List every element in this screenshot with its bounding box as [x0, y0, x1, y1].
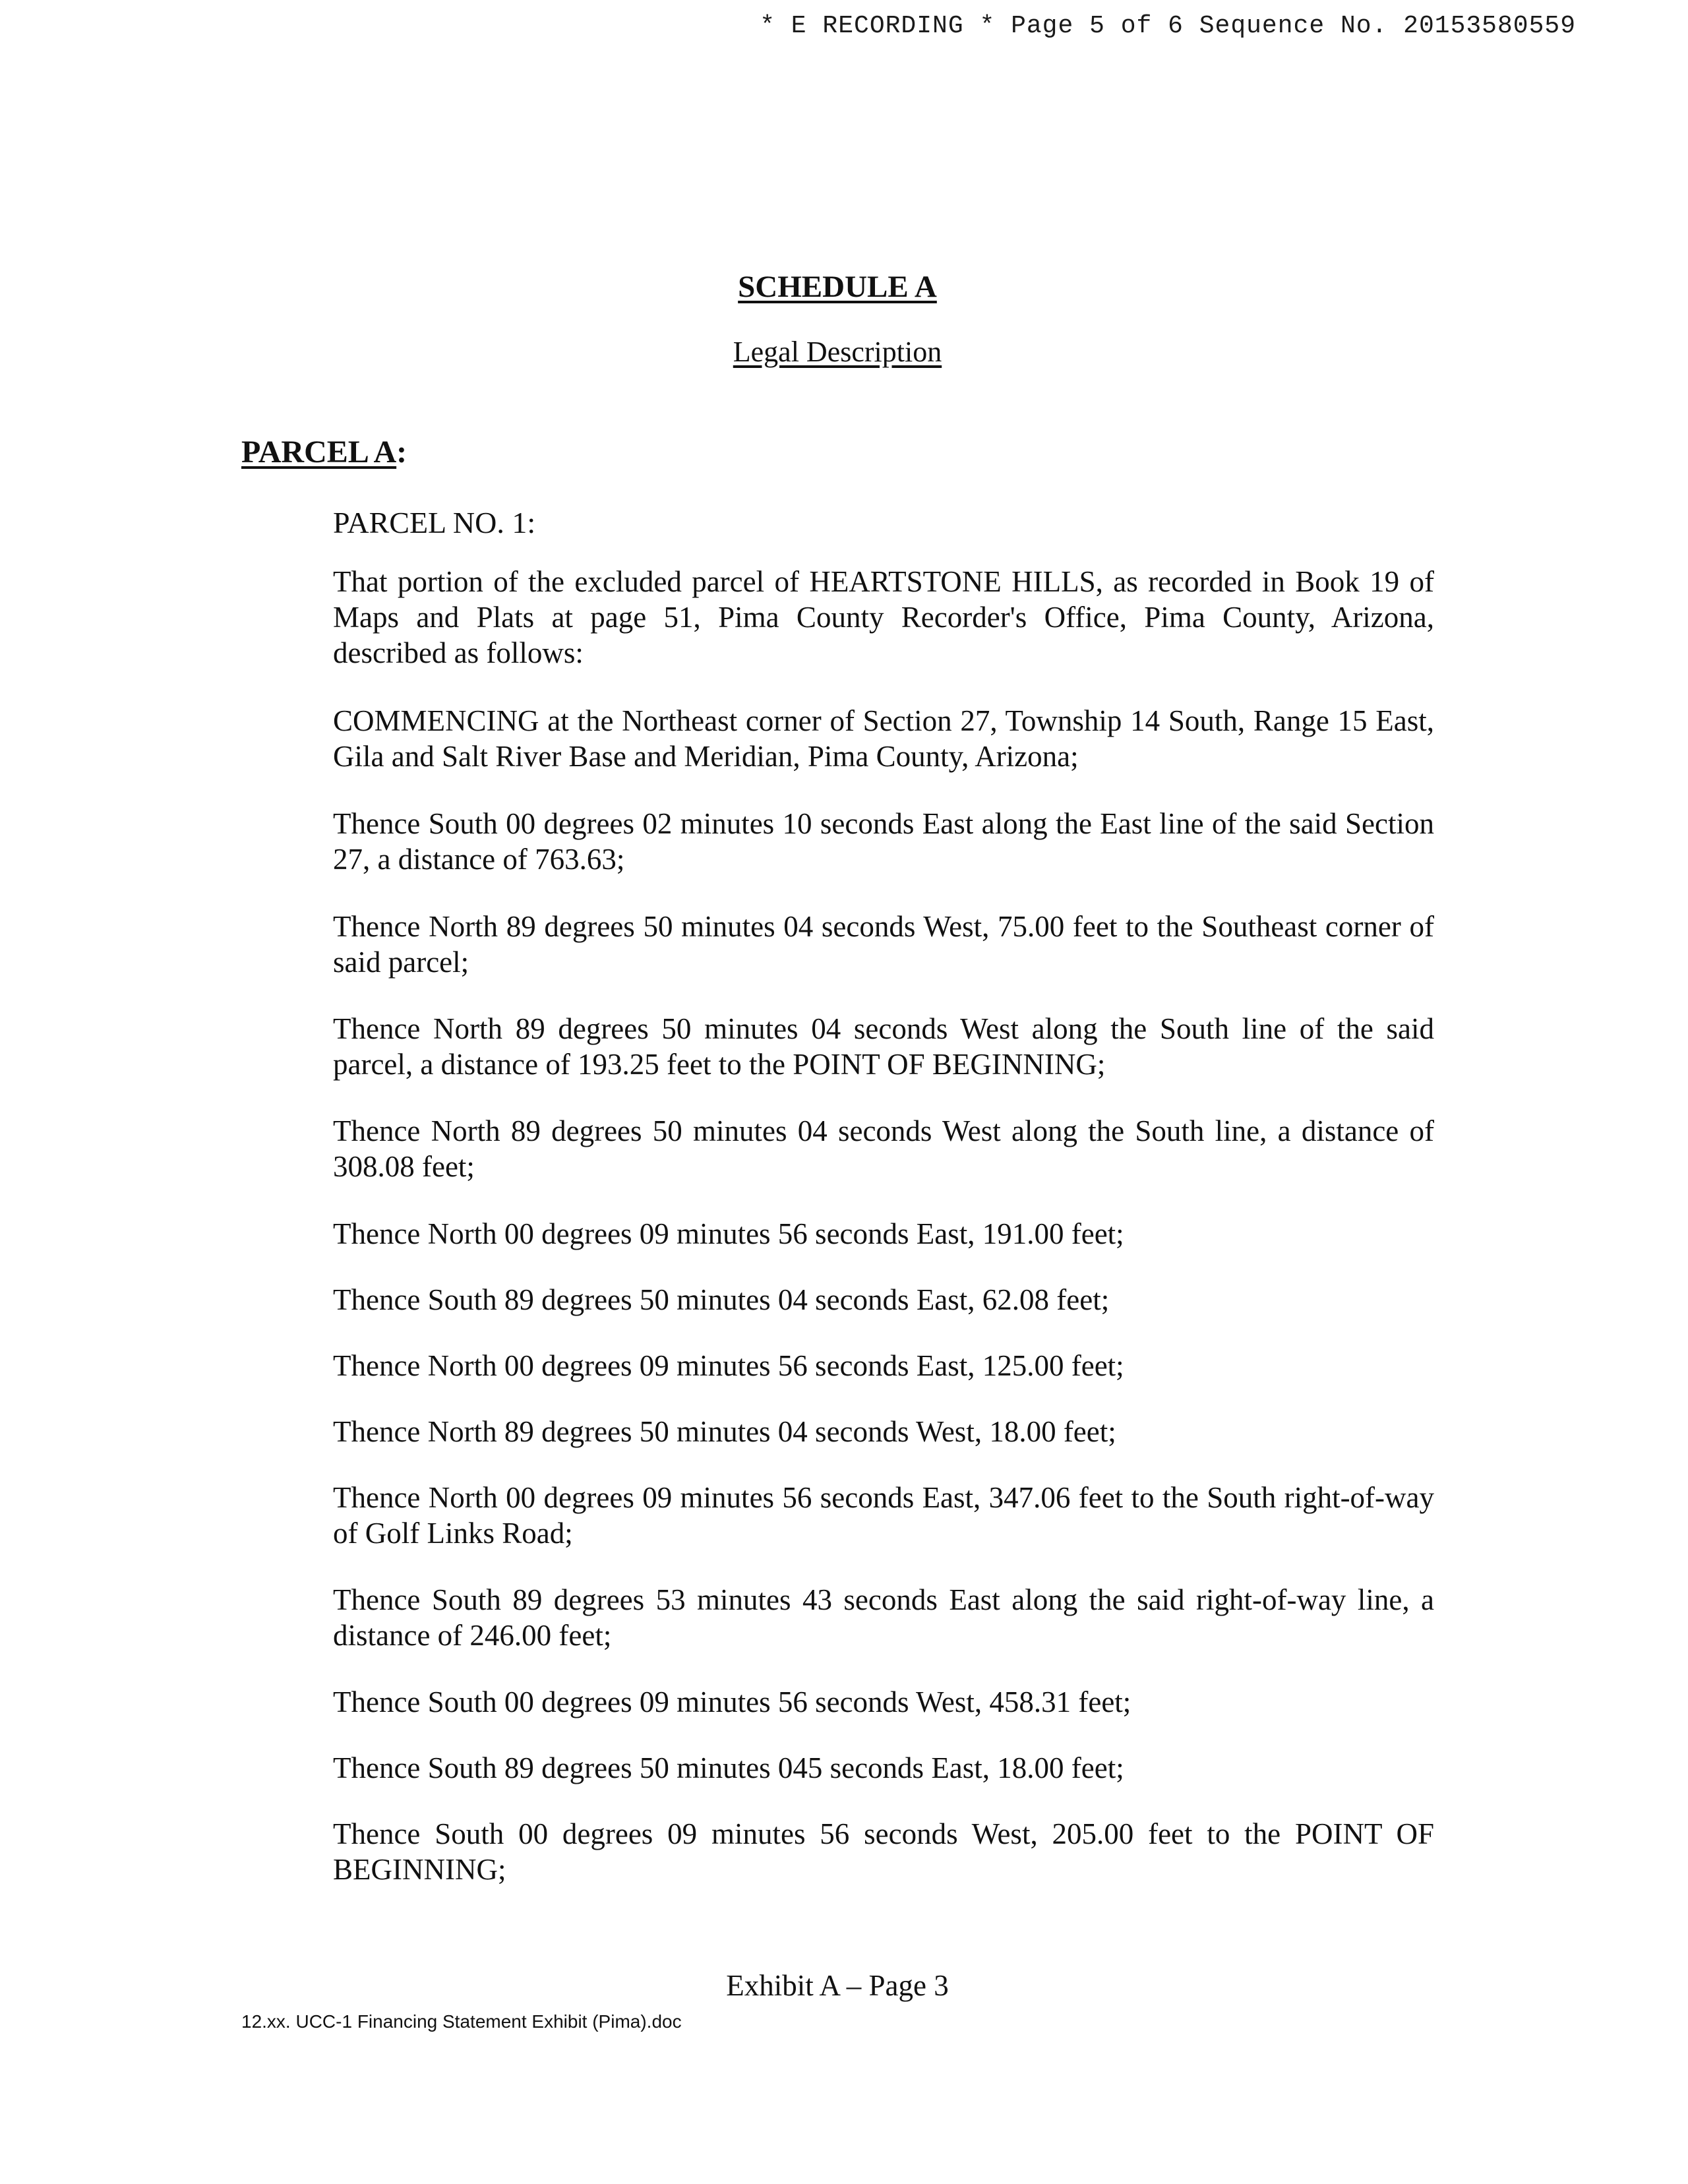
- description-paragraph: Thence South 89 degrees 53 minutes 43 seconds East along the said right-of-way line, a distance of 246.00 feet;: [333, 1583, 1434, 1652]
- description-paragraph: Thence South 00 degrees 09 minutes 56 seconds West, 458.31 feet;: [333, 1685, 1131, 1718]
- parcel-heading-colon: :: [396, 435, 407, 470]
- description-paragraph: Thence North 89 degrees 50 minutes 04 seconds West, 75.00 feet to the Southeast corner of said parcel;: [333, 910, 1434, 979]
- parcel-heading: [241, 434, 407, 470]
- description-paragraph: COMMENCING at the Northeast corner of Section 27, Township 14 South, Range 15 East, Gila and Salt River Base and Meridian, Pima County, Arizona;: [333, 704, 1434, 773]
- footer-file-name: 12.xx. UCC-1 Financing Statement Exhibit (Pima).doc: [241, 2011, 682, 2032]
- description-paragraph: That portion of the excluded parcel of HEARTSTONE HILLS, as recorded in Book 19 of Maps and Plats at page 51, Pima County Recorder's Office, Pima County, Arizona, described as follows:: [333, 565, 1434, 669]
- description-paragraph: Thence North 89 degrees 50 minutes 04 seconds West, 18.00 feet;: [333, 1415, 1116, 1448]
- parcel-heading-label: PARCEL A: [241, 435, 397, 470]
- description-paragraph: Thence North 89 degrees 50 minutes 04 seconds West along the South line, a distance of 308.08 feet;: [333, 1114, 1434, 1183]
- description-paragraph: Thence North 00 degrees 09 minutes 56 seconds East, 125.00 feet;: [333, 1349, 1124, 1382]
- description-paragraph: Thence North 89 degrees 50 minutes 04 seconds West along the South line of the said parcel, a distance of 193.25 feet to the POINT OF BEGINNING;: [333, 1012, 1434, 1081]
- description-paragraph: Thence North 00 degrees 09 minutes 56 seconds East, 347.06 feet to the South right-of-way of Golf Links Road;: [333, 1481, 1434, 1550]
- description-paragraph: Thence North 00 degrees 09 minutes 56 seconds East, 191.00 feet;: [333, 1217, 1124, 1250]
- description-paragraph: Thence South 89 degrees 50 minutes 045 seconds East, 18.00 feet;: [333, 1751, 1124, 1784]
- schedule-title: SCHEDULE A: [738, 270, 937, 304]
- recording-header: * E RECORDING * Page 5 of 6 Sequence No. 20153580559: [760, 12, 1576, 40]
- exhibit-page-label: Exhibit A – Page 3: [726, 1969, 949, 2002]
- description-paragraph: Thence South 00 degrees 02 minutes 10 seconds East along the East line of the said Section 27, a distance of 763.63;: [333, 807, 1434, 876]
- description-paragraph: Thence South 00 degrees 09 minutes 56 seconds West, 205.00 feet to the POINT OF BEGINNING;: [333, 1817, 1434, 1886]
- description-paragraph: Thence South 89 degrees 50 minutes 04 seconds East, 62.08 feet;: [333, 1283, 1110, 1316]
- parcel-number: PARCEL NO. 1:: [333, 506, 536, 539]
- legal-description-subtitle: Legal Description: [733, 336, 942, 368]
